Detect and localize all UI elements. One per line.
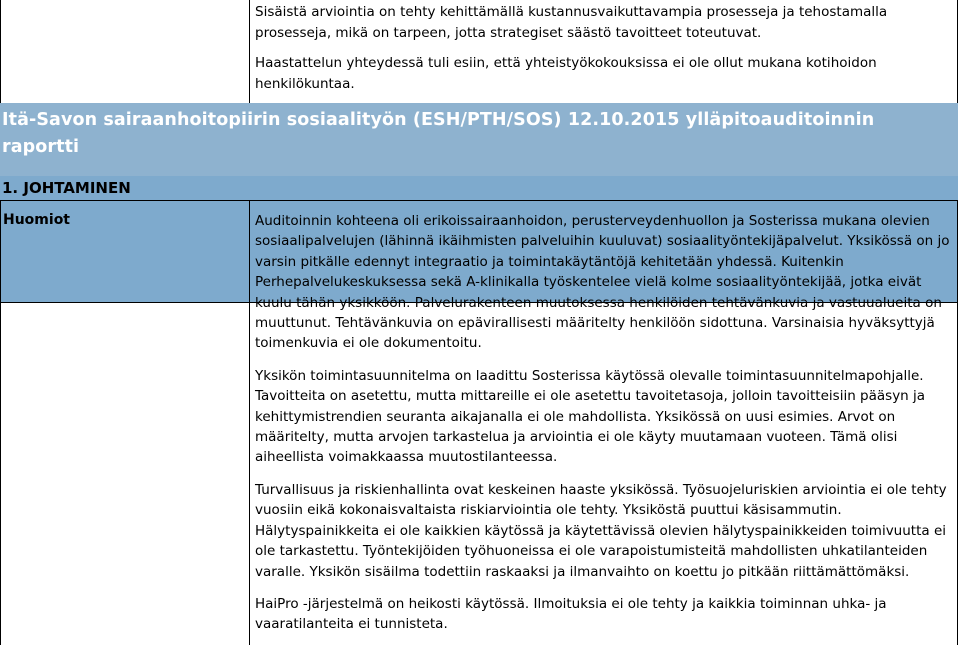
- findings-row: [0, 201, 958, 645]
- section-heading: 1. JOHTAMINEN: [0, 176, 958, 201]
- findings-paragraph: Auditoinnin kohteena oli erikoissairaanhoidon, perusterveydenhuollon ja Sosterissa mukana olevien sosiaalipalvelujen (lähinnä ikäihmisten palveluihin kuuluvat) sosiaalityöntekijäpalvelut. Yksikössä on jo varsin pitkälle edennyt integraatio ja toimintakäytäntöjä kehitetään yhdessä. Kuitenkin Perhepalvelukeskuksessa sekä A-klinikalla työskentelee vielä kolme sosiaalityöntekijää, jotka eivät kuulu tähän yksikköön. Palvelurakenteen muutoksessa henkilöiden tehtävänkuvia ja vastuualueita on muuttunut. Tehtävänkuvia on epävirallisesti määritelty henkilöön sidottuna. Varsinaisia hyväksyttyjä toimenkuvia ei ole dokumentoitu.: [255, 213, 950, 352]
- findings-paragraph: Yksikön toimintasuunnitelma on laadittu Sosterissa käytössä olevalle toimintasuunnitelmapohjalle. Tavoitteita on asetettu, mutta mittareille ei ole asetettu tavoitetasoja, jolloin tavoitteisiin pääsyn ja kehittymistrendien seuranta aikajanalla ei ole mahdollista. Yksikössä on uusi esimies. Arvot on määritelty, mutta arvojen tarkastelua ja arviointia ei ole käyty muutamaan vuoteen. Tämä olisi aiheellista voimakkaassa muutostilanteessa.: [255, 367, 926, 466]
- intro-row: [0, 0, 958, 103]
- findings-paragraph: HaiPro -järjestelmä on heikosti käytössä. Ilmoituksia ei ole tehty ja kaikkia toiminnan uhka- ja vaaratilanteita ei tunnisteta.: [255, 595, 887, 633]
- findings-paragraph: Turvallisuus ja riskienhallinta ovat keskeinen haaste yksikössä. Työsuojeluriskien arviointia ei ole tehty vuosiin eikä kokonaisvaltaista riskiarviointia ole tehty. Yksiköstä puuttui käsisammutin. Hälytyspainikkeita ei ole kaikkien käytössä ja käytettävissä olevien hälytyspainikkeiden toimivuutta ei ole tarkastettu. Työntekijöiden työhuoneissa ei ole varapoistumisteitä mahdollisten uhkatilanteiden varalle. Yksikön sisäilma todettiin raskaaksi ja ilmanvaihto on koettu jo pitkään riittämättömäksi.: [255, 481, 947, 580]
- findings-label: Huomiot: [3, 212, 70, 228]
- intro-paragraph: Sisäistä arviointia on tehty kehittämällä kustannusvaikuttavampia prosesseja ja tehostamalla prosesseja, mikä on tarpeen, jotta strategiset säästö tavoitteet toteutuvat.: [255, 4, 888, 41]
- intro-text-cell: [249, 0, 957, 103]
- report-title: Itä-Savon sairaanhoitopiirin sosiaalityön (ESH/PTH/SOS) 12.10.2015 ylläpitoauditoinnin raportti: [0, 103, 958, 176]
- intro-label-cell: [1, 0, 249, 103]
- intro-paragraph: Haastattelun yhteydessä tuli esiin, että yhteistyökokouksissa ei ole ollut mukana kotihoidon henkilökuntaa.: [255, 55, 877, 92]
- findings-text-cell: [249, 201, 957, 645]
